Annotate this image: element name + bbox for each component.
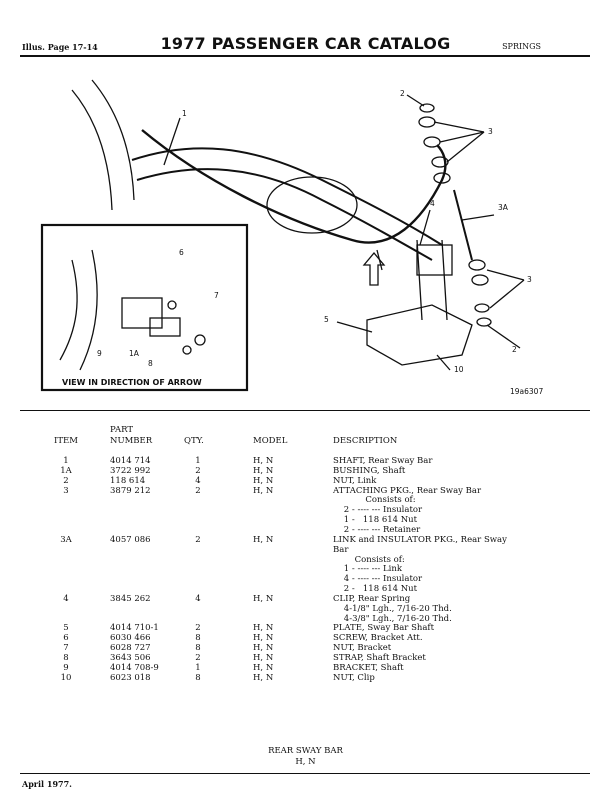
qty-cell: 2 xyxy=(195,465,201,476)
description-cell: SCREW, Bracket Att. xyxy=(333,633,423,644)
description-cell: ATTACHING PKG., Rear Sway Bar xyxy=(333,485,482,496)
insulator xyxy=(424,137,440,147)
description-cell: 2 - ---- --- Retainer xyxy=(333,524,421,535)
insulator xyxy=(469,260,485,270)
description-cell: 2 - ---- --- Insulator xyxy=(333,505,423,516)
inset-nut xyxy=(183,346,191,354)
item-cell: 5 xyxy=(63,623,69,634)
view-direction-arrow xyxy=(364,253,384,285)
model-cell: H, N xyxy=(253,672,274,683)
description-cell: Consists of: xyxy=(333,554,405,565)
inset-nut xyxy=(195,335,205,345)
item-cell: 10 xyxy=(60,672,72,683)
figure-id: 19a6307 xyxy=(510,387,544,396)
frame-rail-line xyxy=(92,80,134,200)
model-cell: H, N xyxy=(253,534,274,545)
header-qty: QTY. xyxy=(184,436,204,446)
insulator xyxy=(475,304,489,312)
differential-housing xyxy=(267,177,357,233)
callout-3-top: 3 xyxy=(488,127,493,136)
header-part-line2: NUMBER xyxy=(110,436,153,446)
callout-8: 8 xyxy=(148,359,153,368)
part-number-cell: 3643 506 xyxy=(110,653,151,663)
description-cell: 2 - 118 614 Nut xyxy=(333,584,418,595)
callout-6: 6 xyxy=(179,248,184,257)
part-number-cell: 118 614 xyxy=(110,475,146,486)
part-number-cell: 3879 212 xyxy=(110,485,151,496)
spring-clip-block xyxy=(417,245,452,275)
model-cell: H, N xyxy=(253,465,274,476)
item-cell: 3A xyxy=(60,534,72,545)
item-cell: 1A xyxy=(60,465,72,476)
item-cell: 3 xyxy=(63,485,69,496)
header-item: ITEM xyxy=(54,436,78,446)
qty-cell: 1 xyxy=(195,456,201,466)
link-nut xyxy=(477,318,491,326)
part-number-cell: 6023 018 xyxy=(110,672,151,683)
description-cell: SHAFT, Rear Sway Bar xyxy=(333,456,433,466)
part-number-cell: 4014 714 xyxy=(110,456,151,466)
model-cell: H, N xyxy=(253,593,274,604)
description-cell: Consists of: xyxy=(333,495,416,506)
sway-bar-shaft-plate xyxy=(367,305,472,365)
qty-cell: 2 xyxy=(195,534,201,545)
qty-cell: 2 xyxy=(195,623,201,634)
part-number-cell: 4014 708-9 xyxy=(110,662,159,673)
model-cell: H, N xyxy=(253,485,274,496)
callout-4: 4 xyxy=(430,199,435,208)
callout-10: 10 xyxy=(454,365,464,374)
inset-frame xyxy=(42,225,247,390)
model-cell: H, N xyxy=(253,633,274,644)
qty-cell: 4 xyxy=(195,593,201,604)
item-cell: 1 xyxy=(63,456,69,466)
catalog-title: 1977 PASSENGER CAR CATALOG xyxy=(160,34,451,53)
figure-title-line2: H, N xyxy=(295,757,316,767)
callout-2-bottom: 2 xyxy=(512,345,517,354)
qty-cell: 8 xyxy=(195,643,201,654)
description-cell: BUSHING, Shaft xyxy=(333,465,406,476)
callout-3a: 3A xyxy=(498,203,508,212)
model-cell: H, N xyxy=(253,456,274,466)
callout-9: 9 xyxy=(97,349,102,358)
table-rule xyxy=(20,410,590,411)
model-cell: H, N xyxy=(253,653,274,663)
description-cell: Bar xyxy=(333,544,349,555)
item-cell: 9 xyxy=(63,662,69,673)
item-cell: 4 xyxy=(63,593,69,604)
header-part-line1: PART xyxy=(110,425,133,435)
description-cell: PLATE, Sway Bar Shaft xyxy=(333,623,434,634)
description-cell: 4 - ---- --- Insulator xyxy=(333,574,423,585)
item-cell: 7 xyxy=(63,643,69,654)
item-cell: 8 xyxy=(63,653,69,663)
header-model: MODEL xyxy=(253,436,288,446)
section-name: SPRINGS xyxy=(502,42,541,51)
callout-1a: 1A xyxy=(129,349,139,358)
description-cell: LINK and INSULATOR PKG., Rear Sway xyxy=(333,534,507,545)
qty-cell: 4 xyxy=(195,475,201,486)
part-number-cell: 3722 992 xyxy=(110,465,151,476)
description-cell: 4-3/8" Lgh., 7/16-20 Thd. xyxy=(333,613,452,624)
insulator xyxy=(472,275,488,285)
item-cell: 2 xyxy=(63,475,69,486)
qty-cell: 2 xyxy=(195,485,201,496)
qty-cell: 8 xyxy=(195,633,201,644)
publication-date: April 1977. xyxy=(22,779,72,789)
axle-housing xyxy=(132,148,442,245)
description-cell: 4-1/8" Lgh., 7/16-20 Thd. xyxy=(333,603,452,614)
frame-rail-line xyxy=(72,90,112,210)
description-cell: NUT, Link xyxy=(333,475,377,486)
inset-caption: VIEW IN DIRECTION OF ARROW xyxy=(62,378,202,387)
description-cell: 1 - 118 614 Nut xyxy=(333,515,418,526)
description-cell: STRAP, Shaft Bracket xyxy=(333,653,426,663)
sway-bar-link xyxy=(454,190,472,260)
description-cell: CLIP, Rear Spring xyxy=(333,593,411,604)
figure-title-line1: REAR SWAY BAR xyxy=(268,746,343,756)
qty-cell: 1 xyxy=(195,662,201,673)
header-description: DESCRIPTION xyxy=(333,436,398,446)
part-number-cell: 4014 710-1 xyxy=(110,623,159,634)
figure-title xyxy=(0,746,611,768)
model-cell: H, N xyxy=(253,643,274,654)
header-rule xyxy=(20,55,590,57)
inset-bracket xyxy=(122,298,162,328)
part-number-cell: 4057 086 xyxy=(110,534,151,545)
callout-7: 7 xyxy=(214,291,219,300)
description-cell: NUT, Clip xyxy=(333,672,375,683)
footer-rule xyxy=(20,773,590,774)
callout-1: 1 xyxy=(182,109,187,118)
description-cell: 1 - ---- --- Link xyxy=(333,564,402,575)
model-cell: H, N xyxy=(253,662,274,673)
description-cell: BRACKET, Shaft xyxy=(333,662,404,673)
part-number-cell: 6028 727 xyxy=(110,643,151,654)
model-cell: H, N xyxy=(253,623,274,634)
item-cell: 6 xyxy=(63,633,69,644)
spring-clip xyxy=(442,240,447,320)
callout-3-bottom: 3 xyxy=(527,275,532,284)
inset-frame-rail xyxy=(60,260,77,360)
part-number-cell: 6030 466 xyxy=(110,633,151,644)
inset-strap xyxy=(150,318,180,336)
illustration-page-ref: Illus. Page 17-14 xyxy=(22,42,98,52)
inset-frame-rail xyxy=(80,250,97,370)
sway-bar-exploded-diagram xyxy=(22,70,590,410)
insulator xyxy=(419,117,435,127)
part-number-cell: 3845 262 xyxy=(110,593,151,604)
qty-cell: 2 xyxy=(195,653,201,663)
description-cell: NUT, Bracket xyxy=(333,643,392,654)
inset-screw xyxy=(168,301,176,309)
callout-2-top: 2 xyxy=(400,89,405,98)
callout-5: 5 xyxy=(324,315,329,324)
model-cell: H, N xyxy=(253,475,274,486)
qty-cell: 8 xyxy=(195,672,201,683)
